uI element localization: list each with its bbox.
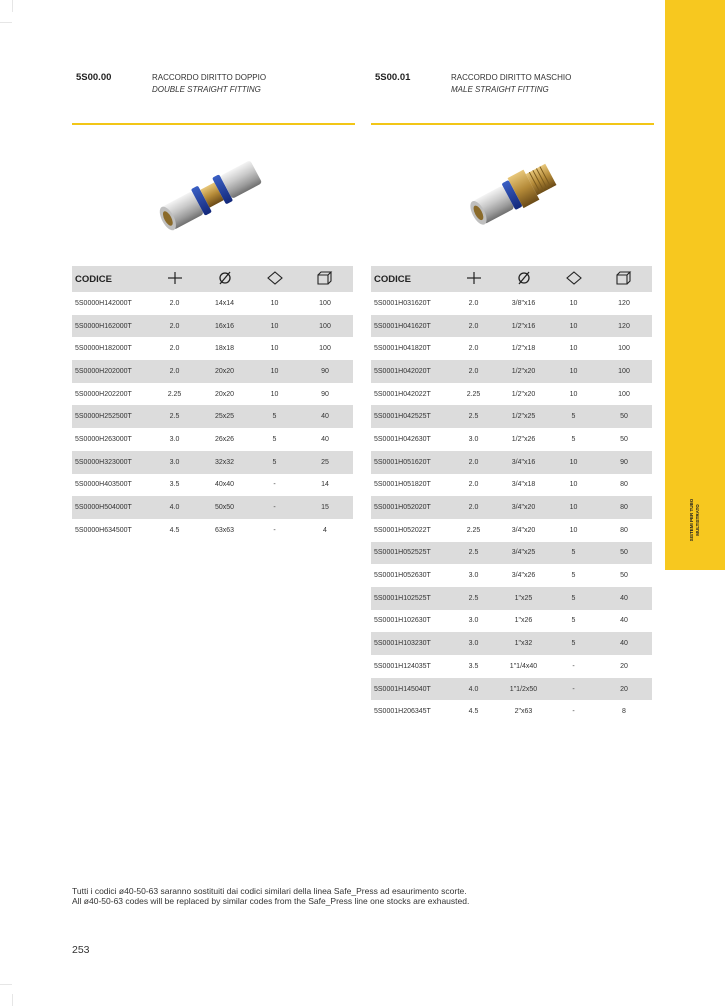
code-cell: 5S0001H206345T [374, 708, 431, 716]
package-cell: - [551, 678, 596, 701]
thickness-cell: 3.0 [468, 572, 479, 580]
box-cell: 15 [297, 496, 353, 519]
column-header-code: CODICE [72, 266, 152, 292]
table-row [72, 405, 353, 428]
table-row [371, 315, 652, 338]
size-cell: 20x20 [214, 390, 235, 398]
table-row [72, 474, 353, 497]
table-row [371, 474, 652, 497]
code-cell: 5S0001H102525T [371, 587, 451, 610]
thickness-cell: 2.0 [451, 315, 496, 338]
package-cell: 10 [551, 360, 596, 383]
box-cell: 20 [596, 678, 652, 701]
box-cell: 25 [297, 451, 353, 474]
size-cell: 3/4"x20 [511, 526, 536, 534]
table-row [72, 451, 353, 474]
box-cell: 100 [319, 345, 331, 353]
thickness-cell: 4.0 [451, 678, 496, 701]
package-cell: 5 [571, 435, 576, 443]
code-cell: 5S0001H103230T [371, 632, 451, 655]
package-cell: 5 [551, 587, 596, 610]
section-divider [371, 123, 654, 125]
code-cell: 5S0000H182000T [75, 345, 132, 353]
section-tab [665, 0, 725, 570]
size-cell: 1"1/4x40 [509, 662, 538, 670]
box-cell: 100 [618, 390, 630, 398]
size-cell: 40x40 [214, 481, 235, 489]
thickness-icon [152, 266, 197, 292]
code-cell: 5S0001H145040T [371, 678, 451, 701]
size-cell: 1"x25 [496, 587, 551, 610]
size-cell: 3/4"x16 [496, 451, 551, 474]
table-row [371, 337, 652, 360]
size-cell: 20x20 [197, 360, 252, 383]
size-cell: 32x32 [197, 451, 252, 474]
size-cell: 26x26 [214, 435, 235, 443]
thickness-cell: 2.0 [468, 481, 479, 489]
box-cell: 4 [323, 526, 327, 534]
box-cell: 50 [620, 572, 628, 580]
code-cell: 5S0001H052022T [374, 526, 431, 534]
box-cell: 50 [596, 405, 652, 428]
package-cell: 10 [569, 390, 578, 398]
thickness-cell: 3.0 [169, 435, 180, 443]
package-cell: 5 [571, 572, 576, 580]
crop-mark [12, 0, 13, 12]
thickness-cell: 2.5 [451, 405, 496, 428]
code-cell: 5S0000H504000T [72, 496, 152, 519]
package-cell: 10 [270, 390, 279, 398]
table-row [72, 292, 353, 315]
table-row [371, 405, 652, 428]
code-cell: 5S0001H124035T [374, 662, 431, 670]
size-cell: 18x18 [214, 345, 235, 353]
thickness-cell: 2.0 [152, 315, 197, 338]
section-tab-label: SISTEMI PER TUBO MULTISTRATO [689, 498, 700, 542]
code-cell: 5S0001H042020T [371, 360, 451, 383]
product-title-en: DOUBLE STRAIGHT FITTING [152, 85, 261, 94]
table-row [72, 360, 353, 383]
package-cell: 5 [551, 405, 596, 428]
code-cell: 5S0001H041820T [374, 345, 431, 353]
code-cell: 5S0000H403500T [75, 481, 132, 489]
thickness-cell: 4.5 [468, 708, 479, 716]
box-cell: 40 [321, 435, 329, 443]
box-cell: 100 [319, 299, 331, 307]
product-code: 5S00.01 [375, 72, 411, 83]
table-row [72, 496, 353, 519]
diameter-icon [496, 266, 551, 292]
code-cell: 5S0000H634500T [75, 526, 132, 534]
thickness-cell: 2.25 [466, 390, 481, 398]
table-row [371, 360, 652, 383]
thickness-cell: 2.0 [152, 360, 197, 383]
table-row [371, 587, 652, 610]
size-cell: 3/8"x16 [511, 299, 536, 307]
code-cell: 5S0001H031620T [374, 299, 431, 307]
crop-mark [0, 22, 12, 23]
product-title-it: RACCORDO DIRITTO DOPPIO [152, 73, 267, 82]
code-cell: 5S0001H042525T [371, 405, 451, 428]
package-icon [252, 266, 297, 292]
thickness-cell: 2.0 [169, 299, 180, 307]
thickness-icon [451, 266, 496, 292]
package-cell: 10 [569, 526, 578, 534]
package-cell: 10 [270, 345, 279, 353]
package-cell: 5 [272, 435, 277, 443]
size-cell: 63x63 [214, 526, 235, 534]
package-cell: 10 [569, 345, 578, 353]
code-cell: 5S0000H263000T [75, 435, 132, 443]
box-cell: 100 [297, 315, 353, 338]
code-cell: 5S0000H323000T [72, 451, 152, 474]
note-english: All ø40-50-63 codes will be replaced by similar codes from the Safe_Press line one stocks are exhausted. [72, 896, 470, 906]
box-cell: 120 [596, 315, 652, 338]
size-cell: 1"1/2x50 [496, 678, 551, 701]
code-cell: 5S0001H052630T [374, 572, 431, 580]
size-cell: 1/2"x25 [496, 405, 551, 428]
table-row [72, 383, 353, 406]
code-cell: 5S0000H162000T [72, 315, 152, 338]
table-row [371, 632, 652, 655]
box-cell: 40 [620, 617, 628, 625]
size-cell: 1/2"x20 [496, 360, 551, 383]
box-cell: 80 [620, 526, 628, 534]
package-cell: - [273, 526, 276, 534]
box-cell: 80 [596, 496, 652, 519]
thickness-cell: 2.25 [167, 390, 182, 398]
table-row [371, 610, 652, 633]
crop-mark [0, 984, 12, 985]
package-cell: 5 [252, 405, 297, 428]
box-cell: 90 [297, 360, 353, 383]
box-cell: 8 [622, 708, 626, 716]
size-cell: 14x14 [214, 299, 235, 307]
package-cell: - [252, 496, 297, 519]
table-row [371, 428, 652, 451]
size-cell: 3/4"x26 [511, 572, 536, 580]
column-header-code: CODICE [371, 266, 451, 292]
codes-table-male-fitting [371, 266, 652, 723]
code-cell: 5S0001H042022T [374, 390, 431, 398]
table-row [371, 451, 652, 474]
size-cell: 1/2"x18 [511, 345, 536, 353]
code-cell: 5S0001H051620T [371, 451, 451, 474]
crop-mark [12, 994, 13, 1006]
table-row [371, 383, 652, 406]
diameter-icon [197, 266, 252, 292]
package-cell: - [572, 662, 575, 670]
code-cell: 5S0001H052525T [371, 542, 451, 565]
thickness-cell: 4.0 [152, 496, 197, 519]
thickness-cell: 2.0 [468, 299, 479, 307]
box-cell: 20 [620, 662, 628, 670]
table-row [371, 519, 652, 542]
box-cell: 40 [596, 632, 652, 655]
size-cell: 2"x63 [514, 708, 533, 716]
page-number: 253 [72, 944, 90, 956]
package-cell: 5 [252, 451, 297, 474]
thickness-cell: 3.0 [152, 451, 197, 474]
codes-table-double-fitting [72, 266, 353, 542]
code-cell: 5S0000H202000T [72, 360, 152, 383]
table-row [371, 542, 652, 565]
box-cell: 100 [618, 345, 630, 353]
thickness-cell: 2.0 [451, 451, 496, 474]
thickness-cell: 2.25 [466, 526, 481, 534]
size-cell: 3/4"x18 [511, 481, 536, 489]
package-cell: 10 [252, 315, 297, 338]
double-fitting-photo [112, 130, 312, 260]
size-cell: 1/2"x20 [511, 390, 536, 398]
package-cell: 10 [569, 481, 578, 489]
box-icon [297, 266, 353, 292]
thickness-cell: 4.5 [169, 526, 180, 534]
size-cell: 3/4"x25 [496, 542, 551, 565]
product-title-en: MALE STRAIGHT FITTING [451, 85, 549, 94]
thickness-cell: 2.5 [451, 587, 496, 610]
product-code: 5S00.00 [76, 72, 112, 83]
box-cell: 120 [618, 299, 630, 307]
size-cell: 1"x32 [496, 632, 551, 655]
code-cell: 5S0001H102630T [374, 617, 431, 625]
size-cell: 1/2"x16 [496, 315, 551, 338]
package-cell: - [572, 708, 575, 716]
code-cell: 5S0000H142000T [75, 299, 132, 307]
box-cell: 14 [321, 481, 329, 489]
package-icon [551, 266, 596, 292]
product-title-it: RACCORDO DIRITTO MASCHIO [451, 73, 572, 82]
package-cell: 10 [551, 496, 596, 519]
table-row [72, 519, 353, 542]
box-icon [596, 266, 652, 292]
table-row [371, 564, 652, 587]
code-cell: 5S0001H041620T [371, 315, 451, 338]
package-cell: 10 [551, 315, 596, 338]
package-cell: 10 [252, 360, 297, 383]
package-cell: - [273, 481, 276, 489]
section-divider [72, 123, 355, 125]
thickness-cell: 3.5 [169, 481, 180, 489]
package-cell: 5 [551, 632, 596, 655]
thickness-cell: 2.0 [451, 496, 496, 519]
code-cell: 5S0000H202200T [75, 390, 132, 398]
size-cell: 50x50 [197, 496, 252, 519]
thickness-cell: 2.5 [152, 405, 197, 428]
box-cell: 90 [321, 390, 329, 398]
replacement-note [72, 886, 469, 906]
box-cell: 50 [596, 542, 652, 565]
table-row [371, 655, 652, 678]
code-cell: 5S0001H051820T [374, 481, 431, 489]
thickness-cell: 2.0 [451, 360, 496, 383]
table-row [371, 700, 652, 723]
package-cell: 10 [270, 299, 279, 307]
table-row [72, 337, 353, 360]
thickness-cell: 3.0 [451, 632, 496, 655]
thickness-cell: 3.0 [468, 617, 479, 625]
package-cell: 5 [571, 617, 576, 625]
thickness-cell: 3.5 [468, 662, 479, 670]
box-cell: 80 [620, 481, 628, 489]
code-cell: 5S0001H042630T [374, 435, 431, 443]
thickness-cell: 2.5 [451, 542, 496, 565]
size-cell: 1/2"x26 [511, 435, 536, 443]
box-cell: 40 [297, 405, 353, 428]
thickness-cell: 2.0 [468, 345, 479, 353]
thickness-cell: 2.0 [169, 345, 180, 353]
box-cell: 90 [596, 451, 652, 474]
table-row [371, 496, 652, 519]
thickness-cell: 3.0 [468, 435, 479, 443]
package-cell: 5 [551, 542, 596, 565]
table-row [72, 428, 353, 451]
package-cell: 10 [551, 451, 596, 474]
package-cell: 10 [569, 299, 578, 307]
box-cell: 100 [596, 360, 652, 383]
male-fitting-photo [412, 130, 612, 260]
note-italian: Tutti i codici ø40-50-63 saranno sostituiti dai codici similari della linea Safe_Press ad esaurimento scorte. [72, 886, 467, 896]
table-row [371, 292, 652, 315]
code-cell: 5S0000H252500T [72, 405, 152, 428]
size-cell: 1"x26 [514, 617, 533, 625]
table-row [371, 678, 652, 701]
size-cell: 16x16 [197, 315, 252, 338]
box-cell: 50 [620, 435, 628, 443]
size-cell: 25x25 [197, 405, 252, 428]
box-cell: 40 [596, 587, 652, 610]
code-cell: 5S0001H052020T [371, 496, 451, 519]
table-row [72, 315, 353, 338]
size-cell: 3/4"x20 [496, 496, 551, 519]
